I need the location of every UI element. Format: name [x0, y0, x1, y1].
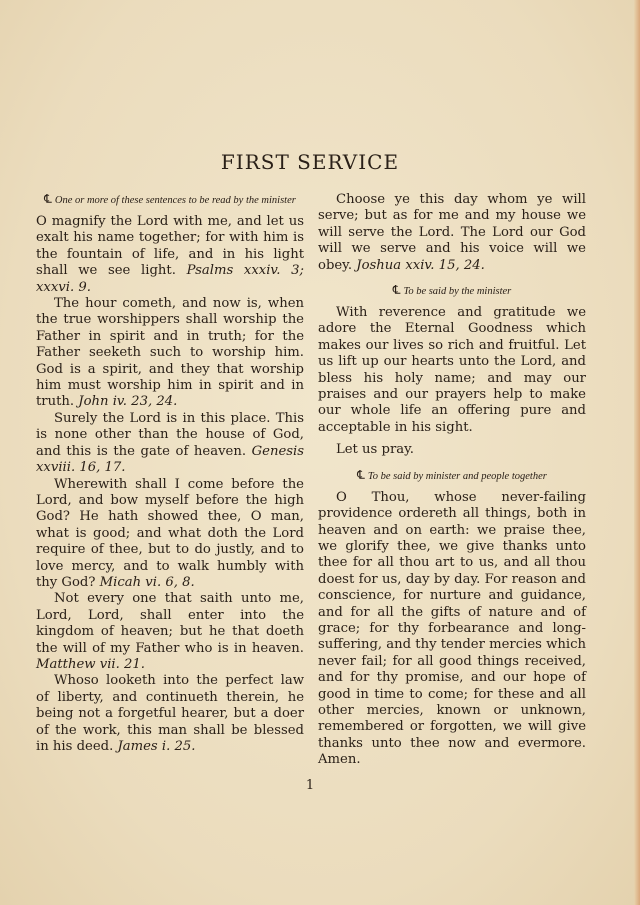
sentence-james — [36, 673, 304, 755]
sentence-text: O magnify the Lord with me, and let us exalt his name together; for with him is the fountain of life, and in his light shall we see light. — [36, 214, 304, 279]
sentence-psalms — [36, 214, 304, 296]
sentence-text: The hour cometh, and now is, when the true worshippers shall worship the Father in spirit and in truth; for the Father seeketh such to worship him. God is a spirit, and they that worship him must worship him in spirit and in truth. — [36, 296, 304, 410]
sentence-micah — [36, 477, 304, 592]
scripture-ref: John iv. 23, 24. — [78, 394, 178, 410]
scripture-ref: Matthew vii. 21. — [36, 656, 145, 672]
scripture-ref: Joshua xxiv. 15, 24. — [356, 257, 485, 273]
rubric-sentences — [36, 192, 304, 208]
rubric-minister — [318, 283, 586, 299]
rubric-mark-icon: ℄ — [44, 192, 52, 206]
spacer — [318, 274, 586, 283]
page-title: FIRST SERVICE — [220, 150, 400, 174]
scripture-ref: Genesis xxviii. 16, 17. — [36, 443, 304, 476]
let-us-pray: Let us pray. — [336, 442, 415, 458]
sentence-text: Choose ye this day whom ye will serve; but as for me and my house we will serve the Lord. The Lord our God will we serve and his voice will we obey. — [318, 192, 586, 273]
sentence-text: Not every one that saith unto me, Lord, Lord, shall enter into the kingdom of heaven; but he that doeth the will of my Father who is in heaven. — [36, 591, 304, 656]
rubric-text: One or more of these sentences to be read by the minister — [54, 195, 296, 206]
scripture-ref: Micah vi. 6, 8. — [99, 574, 195, 590]
rubric-minister-people — [318, 468, 586, 484]
page-number: 1 — [305, 778, 315, 793]
sentence-joshua — [318, 192, 586, 274]
rubric-mark-icon: ℄ — [392, 283, 401, 298]
spacer — [318, 459, 586, 468]
sentence-text: Surely the Lord is in this place. This is none other than the house of God, and this is the gate of heaven. — [36, 410, 304, 459]
sentence-text: Whoso looketh into the perfect law of liberty, and continueth therein, he being not a forgetful hearer, but a doer of the work, this man shall be blessed in his deed. — [36, 673, 304, 754]
page-edge — [634, 0, 640, 905]
sentence-genesis — [36, 411, 304, 477]
sentence-matthew — [36, 591, 304, 673]
scripture-ref: James i. 25. — [117, 739, 196, 754]
scripture-ref: Psalms xxxiv. 3; xxxvi. 9. — [36, 263, 304, 295]
right-column — [318, 192, 586, 769]
prayer-of-thanksgiving: O Thou, whose never-failing providence ordereth all things, both in heaven and on earth: we praise thee, we glorify thee, we give thanks unto thee for all thou art to us, and all thou doest for us, day by day. For reason and conscience, for nurture and guidance, and for all the gifts of nature and of grace; for thy forbearance and long-suffering, and thy tender mercies which never fail; for all good things received, and for thy promise, and our hope of good in time to come; for these and all other mercies, known or unknown, remembered or forgotten, we will give thanks unto thee now and evermore. Amen. — [318, 489, 586, 768]
call-to-worship: With reverence and gratitude we adore the Eternal Goodness which makes our lives so rich and fruitful. Let us lift up our hearts unto the Lord, and bless his holy name; and may our praises and our prayers help to make our whole life an offering pure and acceptable in his sight. — [318, 305, 586, 435]
rubric-text: To be said by the minister — [403, 286, 512, 298]
sentence-john — [36, 296, 304, 411]
sentence-text: Wherewith shall I come before the Lord, and bow myself before the high God? He hath showed thee, O man, what is good; and what doth the Lord require of thee, but to do justly, and to love mercy, and to walk humbly with thy God? — [36, 476, 304, 590]
left-column — [36, 192, 304, 755]
rubric-text: To be said by minister and people together — [367, 470, 547, 482]
rubric-mark-icon: ℄ — [357, 467, 365, 482]
